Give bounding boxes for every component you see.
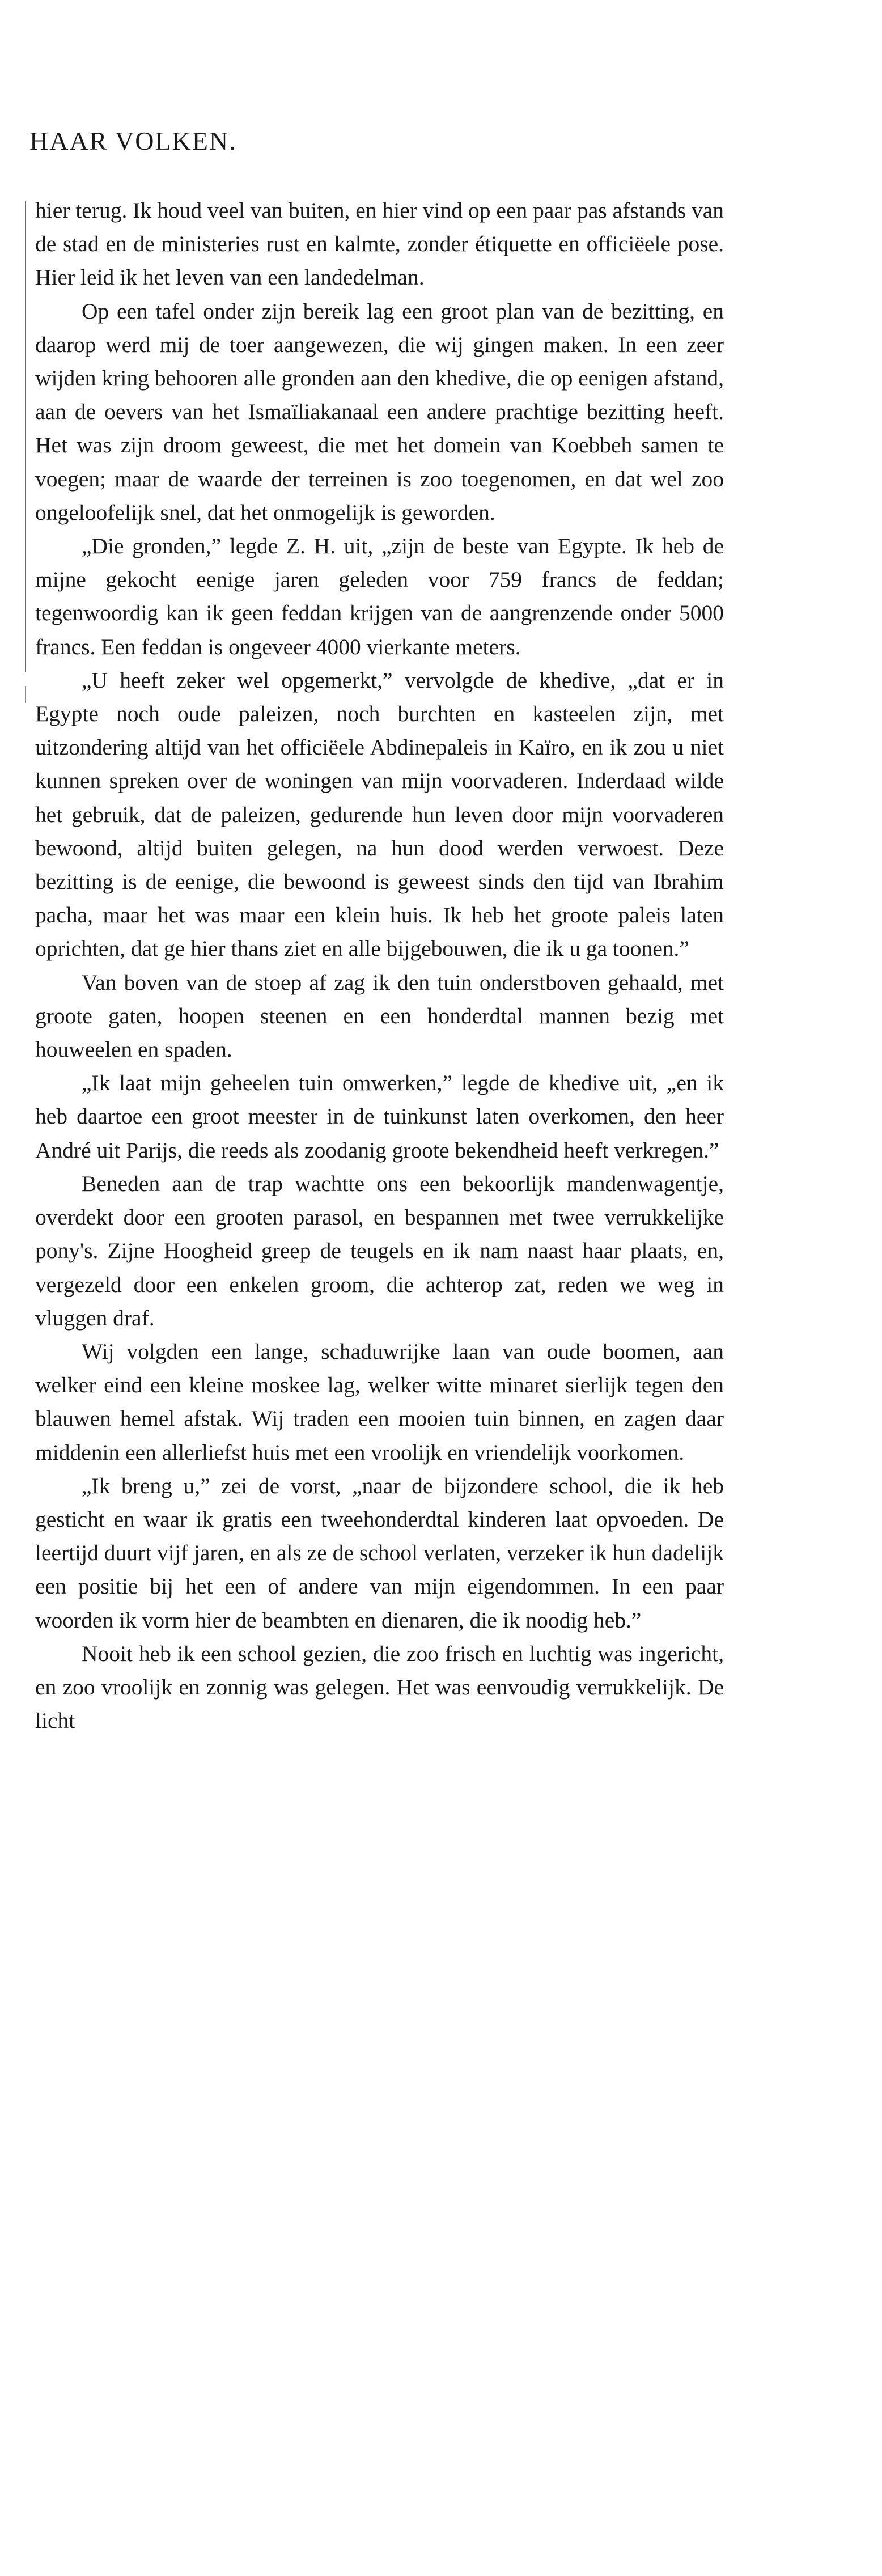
margin-tick (25, 686, 26, 703)
paragraph-1: hier terug. Ik houd veel van buiten, en hier vind op een paar pas afstands van de stad en de ministeries rust en kalmte, zonder étiquette en officiëele pose. Hier leid ik het leven van een landedelman. (35, 198, 724, 290)
body-text (35, 194, 724, 1738)
paragraph-3: „Die gronden,” legde Z. H. uit, „zijn de beste van Egypte. Ik heb de mijne gekocht eenige jaren geleden voor 759 francs de feddan; tegenwoordig kan ik geen feddan krijgen van de aangrenzende onder 5000 francs. Een feddan is ongeveer 4000 vierkante meters. (35, 533, 724, 659)
paragraph-2: Op een tafel onder zijn bereik lag een groot plan van de bezitting, en daarop werd mij de toer aangewezen, die wij gingen maken. In een zeer wijden kring behooren alle gronden aan den khedive, die op eenigen afstand, aan de oevers van het Ismaïliakanaal een andere prachtige bezitting heeft. Het was zijn droom geweest, die met het domein van Koebbeh samen te voegen; maar de waarde der terreinen is zoo toegenomen, en dat wel zoo ongeloofelijk snel, dat het onmogelijk is geworden. (35, 298, 724, 525)
paragraph-10: Nooit heb ik een school gezien, die zoo frisch en luchtig was ingericht, en zoo vroolijk en zonnig was gelegen. Het was eenvoudig verrukkelijk. De licht (35, 1641, 724, 1734)
paragraph-9: „Ik breng u,” zei de vorst, „naar de bijzondere school, die ik heb gesticht en waar ik gratis een tweehonderdtal kinderen laat opvoeden. De leertijd duurt vijf jaren, en als ze de school verlaten, verzeker ik hun dadelijk een positie bij het een of andere van mijn eigendommen. In een paar woorden ik vorm hier de beambten en dienaren, die ik noodig heb.” (35, 1473, 724, 1633)
paragraph-4: „U heeft zeker wel opgemerkt,” vervolgde de khedive, „dat er in Egypte noch oude paleizen, noch burchten en kasteelen zijn, met uitzondering altijd van het officiëele Abdinepaleis in Kaïro, en ik zou u niet kunnen spreken over de woningen van mijn voorvaderen. Inderdaad wilde het gebruik, dat de paleizen, gedurende hun leven door mijn voorvaderen bewoond, altijd buiten gelegen, na hun dood werden verwoest. Deze bezitting is de eenige, die bewoond is geweest sinds den tijd van Ibrahim pacha, maar het was maar een klein huis. Ik heb het groote paleis laten oprichten, dat ge hier thans ziet en alle bijgebouwen, die ik u ga toonen.” (35, 667, 724, 961)
paragraph-6: „Ik laat mijn geheelen tuin omwerken,” legde de khedive uit, „en ik heb daartoe een groot meester in de tuinkunst laten overkomen, den heer André uit Parijs, die reeds als zoodanig groote bekendheid heeft verkregen.” (35, 1070, 724, 1163)
paragraph-7: Beneden aan de trap wachtte ons een bekoorlijk mandenwagentje, overdekt door een grooten parasol, en bespannen met twee verrukkelijke pony's. Zijne Hoogheid greep de teugels en ik nam naast haar plaats, en, vergezeld door een enkelen groom, die achterop zat, reden we weg in vluggen draf. (35, 1171, 724, 1331)
paragraph-8: Wij volgden een lange, schaduwrijke laan van oude boomen, aan welker eind een kleine moskee lag, welker witte minaret sierlijk tegen den blauwen hemel afstak. Wij traden een mooien tuin binnen, en zagen daar middenin een allerliefst huis met een vroolijk en vriendelijk voorkomen. (35, 1338, 724, 1465)
margin-rule (25, 201, 26, 672)
paragraph-5: Van boven van de stoep af zag ik den tuin onderstboven gehaald, met groote gaten, hoopen steenen en een honderdtal mannen bezig met houweelen en spaden. (35, 969, 724, 1062)
running-head: HAAR VOLKEN. (29, 126, 237, 155)
